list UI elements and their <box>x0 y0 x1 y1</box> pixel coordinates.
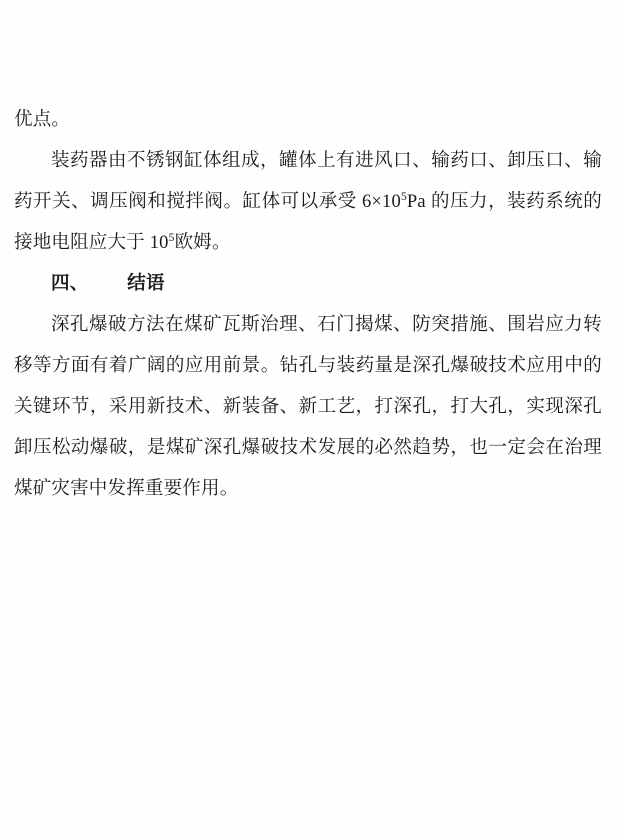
section-title: 结语 <box>127 274 165 294</box>
section-heading <box>14 264 602 305</box>
section-number: 四、 <box>51 274 89 294</box>
paragraph-text-part-2: Pa 的压力，装药系统的接地电阻应大于 10 <box>14 192 602 253</box>
paragraph-charging-device <box>14 141 602 264</box>
paragraph-conclusion: 深孔爆破方法在煤矿瓦斯治理、石门揭煤、防突措施、围岩应力转移等方面有着广阔的应用前景。钻孔与装药量是深孔爆破技术应用中的关键环节，采用新技术、新装备、新工艺，打深孔，打大孔，实现深孔卸压松动爆破，是煤矿深孔爆破技术发展的必然趋势，也一定会在治理煤矿灾害中发挥重要作用。 <box>14 315 602 499</box>
paragraph-text-part-1: 装药器由不锈钢缸体组成，罐体上有进风口、输药口、卸压口、输药开关、调压阀和搅拌阀。缸体可以承受 6×10 <box>14 151 602 212</box>
exponent-2: 5 <box>168 231 175 244</box>
exponent-1: 5 <box>400 190 407 203</box>
paragraph-text-part-3: 欧姆。 <box>174 233 231 253</box>
paragraph-continuation: 优点。 <box>14 110 71 130</box>
